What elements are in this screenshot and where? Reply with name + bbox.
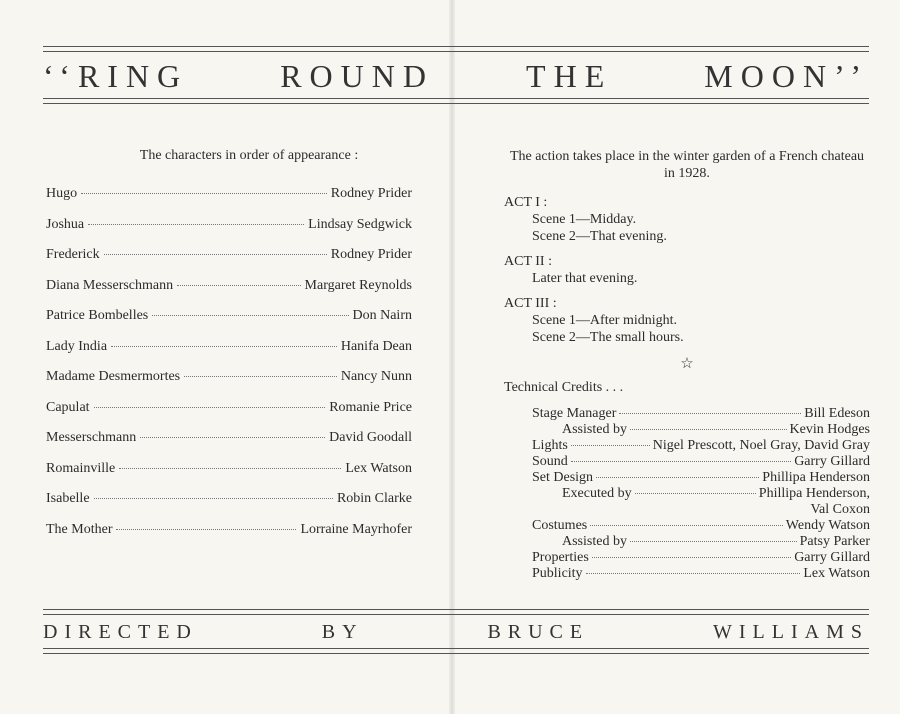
play-title (43, 56, 869, 96)
act-heading: ACT I : (504, 195, 548, 210)
cast-rows (46, 186, 412, 552)
setting-text: The action takes place in the winter garden of a French chateau in 1928. (509, 149, 865, 181)
cast-role: Romainville (46, 460, 116, 476)
cast-actor: Nancy Nunn (340, 369, 412, 384)
leader-dots (88, 224, 304, 225)
credit-name: Phillipa Henderson, (758, 486, 870, 501)
credit-name: Wendy Watson (785, 518, 870, 533)
production-info (504, 148, 870, 582)
credit-role: Stage Manager (532, 406, 617, 421)
scene-line: Scene 1—Midday. (532, 212, 637, 227)
cast-row (46, 278, 412, 309)
leader-dots (116, 529, 296, 530)
leader-dots (177, 285, 300, 286)
credit-row (504, 566, 870, 582)
leader-dots (571, 461, 791, 462)
leader-dots (184, 376, 337, 377)
credit-name-continued: Val Coxon (810, 502, 870, 517)
credit-role: Publicity (532, 566, 583, 581)
leader-dots (630, 429, 787, 430)
cast-role: Capulat (46, 399, 90, 415)
act-block (504, 253, 870, 287)
page-fold (449, 0, 455, 714)
leader-dots (111, 346, 337, 347)
cast-row (46, 461, 412, 492)
cast-actor: Lindsay Sedgwick (308, 216, 412, 232)
star-icon: ☆ (680, 356, 694, 372)
director-bottom-rule (43, 648, 869, 654)
title-top-rule (43, 46, 869, 52)
credit-name: Phillipa Henderson (762, 470, 870, 485)
leader-dots (596, 477, 759, 478)
technical-credits (504, 406, 870, 582)
cast-role: Hugo (46, 186, 78, 201)
title-word: MOON’’ (704, 57, 869, 94)
title-word: ‘‘RING (43, 57, 189, 94)
cast-role: Isabelle (46, 491, 90, 506)
cast-row (46, 400, 412, 431)
cast-row (46, 339, 412, 370)
cast-actor: Lex Watson (345, 460, 412, 476)
director-top-rule (43, 609, 869, 615)
cast-intro: The characters in order of appearance : (139, 148, 359, 163)
title-word: THE (526, 57, 613, 94)
leader-dots (592, 557, 791, 558)
director-word: BRUCE (487, 620, 590, 643)
cast-actor: Robin Clarke (336, 491, 412, 506)
director-word: BY (321, 620, 364, 643)
credit-name: Garry Gillard (794, 454, 870, 469)
credit-name: Patsy Parker (799, 534, 870, 549)
cast-role: Lady India (46, 338, 108, 354)
director-word: DIRECTED (43, 620, 198, 643)
cast-role: Patrice Bombelles (46, 308, 149, 323)
credit-row (504, 438, 870, 454)
cast-row (46, 430, 412, 461)
leader-dots (635, 493, 756, 494)
cast-actor: Don Nairn (352, 308, 412, 323)
credit-name: Garry Gillard (794, 550, 870, 565)
director-word: WILLIAMS (713, 620, 869, 643)
cast-row (46, 491, 412, 522)
leader-dots (152, 315, 348, 316)
cast-role: The Mother (46, 521, 113, 537)
cast-actor: Rodney Prider (330, 186, 412, 201)
credit-row (504, 454, 870, 470)
leader-dots (571, 445, 650, 446)
credit-name: Lex Watson (803, 566, 870, 581)
cast-row (46, 217, 412, 248)
credit-role: Costumes (532, 518, 588, 533)
leader-dots (104, 254, 327, 255)
credit-role: Lights (532, 438, 568, 453)
credit-role: Assisted by (562, 422, 627, 437)
credit-role: Assisted by (562, 534, 627, 549)
credit-row (504, 406, 870, 422)
scene-line: Scene 2—That evening. (532, 229, 667, 244)
act-block (504, 295, 870, 346)
cast-row (46, 522, 412, 553)
credit-role: Sound (532, 454, 568, 469)
credit-row (504, 486, 870, 502)
act-heading: ACT II : (504, 254, 552, 269)
credit-row (504, 534, 870, 550)
credit-row (504, 422, 870, 438)
scene-line: Scene 1—After midnight. (532, 313, 678, 328)
cast-list (46, 148, 412, 552)
cast-actor: Hanifa Dean (340, 338, 412, 354)
director-line (43, 620, 869, 644)
cast-row (46, 308, 412, 339)
leader-dots (94, 407, 326, 408)
cast-role: Joshua (46, 216, 85, 232)
credit-row (504, 518, 870, 534)
scene-line: Scene 2—The small hours. (532, 330, 684, 345)
scene-line: Later that evening. (532, 271, 638, 286)
credit-role: Executed by (562, 486, 632, 501)
act-block (504, 194, 870, 245)
credit-row (504, 470, 870, 486)
title-word: ROUND (280, 57, 434, 94)
cast-actor: Lorraine Mayrhofer (300, 521, 412, 537)
leader-dots (119, 468, 341, 469)
leader-dots (619, 413, 801, 414)
cast-actor: David Goodall (329, 430, 412, 445)
cast-actor: Romanie Price (329, 399, 412, 415)
leader-dots (140, 437, 325, 438)
leader-dots (94, 498, 333, 499)
title-bottom-rule (43, 98, 869, 104)
credit-name: Nigel Prescott, Noel Gray, David Gray (652, 438, 870, 453)
leader-dots (630, 541, 797, 542)
cast-actor: Rodney Prider (330, 247, 412, 262)
credit-name: Kevin Hodges (789, 422, 870, 437)
cast-role: Frederick (46, 247, 100, 262)
leader-dots (590, 525, 783, 526)
cast-role: Messerschmann (46, 430, 137, 445)
credit-name: Bill Edeson (804, 406, 870, 421)
cast-role: Diana Messerschmann (46, 277, 174, 293)
acts-list (504, 194, 870, 346)
technical-heading: Technical Credits . . . (504, 380, 624, 395)
credit-row (504, 550, 870, 566)
credit-role: Set Design (532, 470, 594, 485)
leader-dots (81, 193, 327, 194)
cast-role: Madame Desmermortes (46, 369, 181, 384)
cast-row (46, 369, 412, 400)
cast-actor: Margaret Reynolds (304, 277, 412, 293)
cast-row (46, 247, 412, 278)
cast-row (46, 186, 412, 217)
credit-role: Properties (532, 550, 589, 565)
act-heading: ACT III : (504, 296, 557, 311)
leader-dots (586, 573, 801, 574)
